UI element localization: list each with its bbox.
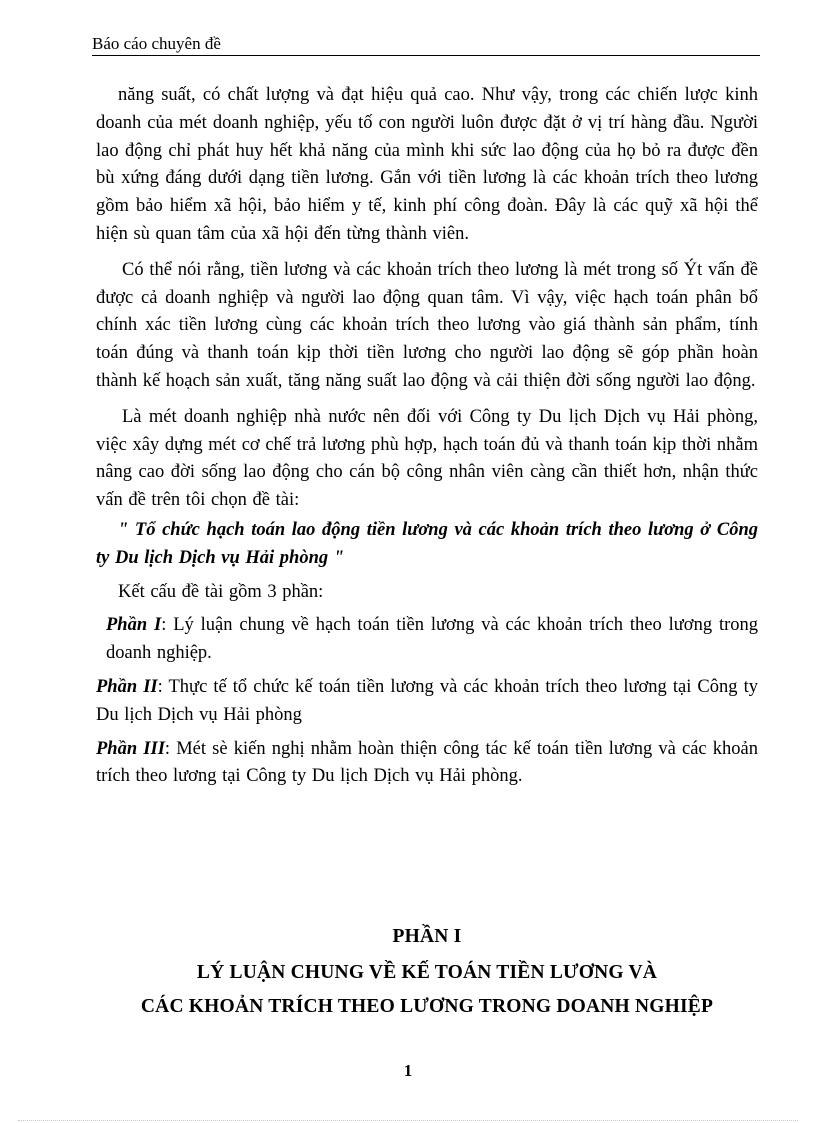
part-2-text: : Thực tế tổ chức kế toán tiền lương và các khoản trích theo lương tại Công ty Du lịch Dịch vụ Hải phòng [96, 676, 758, 725]
section-subtitle-line-2: CÁC KHOẢN TRÍCH THEO LƯƠNG TRONG DOANH NGHIỆP [140, 996, 714, 1017]
section-heading: PHẦN I [392, 926, 462, 947]
part-3-text: : Mét sè kiến nghị nhằm hoàn thiện công tác kế toán tiền lương và các khoản trích theo lương tại Công ty Du lịch Dịch vụ Hải phòng. [96, 738, 758, 787]
paragraph-1: năng suất, có chất lượng và đạt hiệu quả cao. Như vậy, trong các chiến lược kinh doanh của mét doanh nghiệp, yếu tố con người luôn được đặt ở vị trí hàng đầu. Người lao động chỉ phát huy hết khả năng của mình khi sức lao động của họ bỏ ra được đền bù xứng đáng dưới dạng tiền lương. Gắn với tiền lương là các khoản trích theo lương gồm bảo hiểm xã hội, bảo hiểm y tế, kinh phí công đoàn. Đây là các quỹ xã hội thể hiện sù quan tâm của xã hội đến từng thành viên. [96, 85, 758, 244]
topic-title: " Tổ chức hạch toán lao động tiền lương và các khoản trích theo lương ở Công ty Du lịch Dịch vụ Hải phòng " [96, 519, 758, 568]
part-3-label: Phần III [96, 738, 165, 759]
part-1-label: Phần I [106, 615, 162, 636]
part-2-item [96, 674, 758, 730]
header-title: Báo cáo chuyên đề [92, 34, 221, 53]
page-header [92, 33, 760, 56]
part-1-item [96, 612, 758, 668]
section-subtitle-line-1: LÝ LUẬN CHUNG VỀ KẾ TOÁN TIỀN LƯƠNG VÀ [196, 962, 658, 983]
footer-divider [18, 1120, 798, 1121]
paragraph-3: Là mét doanh nghiệp nhà nước nên đối với Công ty Du lịch Dịch vụ Hải phòng, việc xây dựng mét cơ chế trả lương phù hợp, hạch toán đủ và thanh toán kịp thời nhằm nâng cao đời sống lao động cho cán bộ công nhân viên càng cần thiết hơn, nhận thức vấn đề trên tôi chọn đề tài: [96, 406, 758, 511]
part-1-text: : Lý luận chung về hạch toán tiền lương và các khoản trích theo lương trong doanh nghiệp. [106, 615, 758, 664]
part-3-item [96, 736, 758, 792]
body-text [96, 82, 758, 791]
paragraph-2: Có thể nói rằng, tiền lương và các khoản trích theo lương là mét trong số Ýt vấn đề được cả doanh nghiệp và người lao động quan tâm. Vì vậy, việc hạch toán phân bổ chính xác tiền lương cùng các khoản trích theo lương vào giá thành sản phẩm, tính toán đúng và thanh toán kịp thời tiền lương cho người lao động sẽ góp phần hoàn thành kế hoạch sản xuất, tăng năng suất lao động và cải thiện đời sống người lao động. [96, 259, 758, 391]
structure-intro: Kết cấu đề tài gồm 3 phần: [118, 581, 324, 602]
page-number: 1 [403, 1061, 413, 1080]
part-2-label: Phần II [96, 676, 158, 697]
